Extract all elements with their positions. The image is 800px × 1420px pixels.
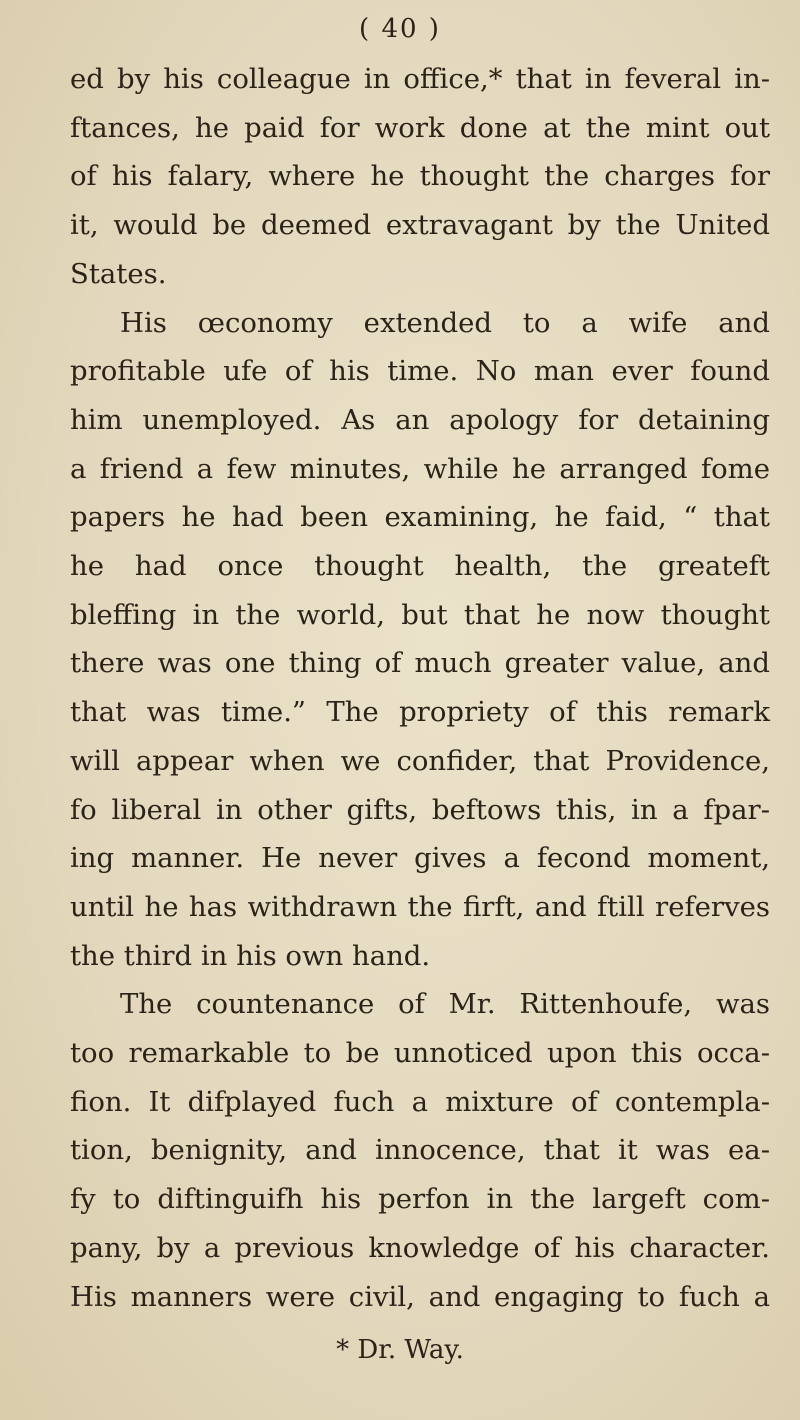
- text-line: fy to diftinguifh his perfon in the largeft com-: [70, 1183, 770, 1216]
- text-line: until he has withdrawn the firft, and ftill referves: [70, 890, 770, 923]
- text-line: tion, benignity, and innocence, that it was ea-: [70, 1134, 770, 1167]
- text-line: ed by his colleague in office,* that in feveral in-: [70, 63, 770, 95]
- text-line: he had once thought health, the greateft: [70, 550, 770, 583]
- text-line: it, would be deemed extravagant by the United: [70, 209, 770, 242]
- text-line: fo liberal in other gifts, beftows this, in a fpar-: [70, 793, 770, 826]
- footnote: * Dr. Way.: [336, 1335, 464, 1365]
- text-line: a friend a few minutes, while he arranged fome: [70, 452, 770, 485]
- text-line: His manners were civil, and engaging to fuch a: [70, 1280, 770, 1313]
- text-line: will appear when we confider, that Providence,: [70, 744, 770, 777]
- text-line: pany, by a previous knowledge of his character.: [70, 1231, 770, 1264]
- text-line: of his falary, where he thought the charges for: [70, 160, 770, 193]
- text-line: the third in his own hand.: [70, 939, 431, 972]
- body-text: [70, 55, 770, 1321]
- text-line: ing manner. He never gives a fecond moment,: [70, 842, 770, 875]
- text-line: States.: [70, 257, 167, 290]
- text-line: too remarkable to be unnoticed upon this occa-: [70, 1037, 770, 1070]
- text-line: him unemployed. As an apology for detaining: [70, 403, 770, 436]
- text-line: bleffing in the world, but that he now thought: [70, 598, 770, 631]
- text-line: that was time.” The propriety of this remark: [70, 696, 770, 729]
- text-line: papers he had been examining, he faid, “ that: [70, 501, 770, 534]
- text-line: there was one thing of much greater value, and: [70, 647, 770, 680]
- page-number: ( 40 ): [359, 14, 441, 44]
- text-line: fion. It difplayed fuch a mixture of contempla-: [70, 1085, 770, 1118]
- text-line: profitable ufe of his time. No man ever found: [70, 355, 770, 388]
- text-line: The countenance of Mr. Rittenhoufe, was: [120, 988, 770, 1021]
- text-line: His œconomy extended to a wife and: [120, 306, 770, 339]
- text-line: ftances, he paid for work done at the mint out: [70, 111, 770, 144]
